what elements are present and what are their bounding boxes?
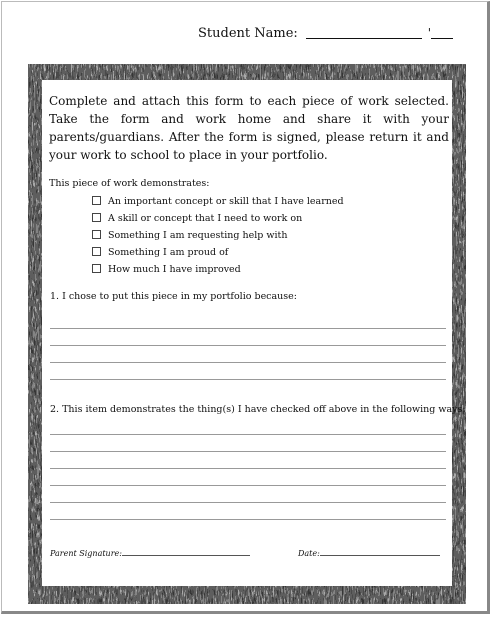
date-line[interactable] <box>320 548 440 556</box>
answer-line[interactable] <box>50 485 446 486</box>
student-name-blank[interactable] <box>306 28 422 39</box>
answer-line[interactable] <box>50 519 446 520</box>
option-item[interactable] <box>92 261 344 278</box>
parent-signature-label: Parent Signature: <box>50 549 122 558</box>
date-label: Date: <box>298 549 320 558</box>
option-item[interactable] <box>92 244 344 261</box>
option-label: An important concept or skill that I have learned <box>108 196 344 207</box>
checkbox-icon[interactable] <box>92 213 101 222</box>
option-item[interactable] <box>92 193 344 210</box>
parent-signature-field <box>50 548 250 558</box>
answer-line[interactable] <box>50 345 446 346</box>
option-item[interactable] <box>92 227 344 244</box>
student-name-header <box>198 26 453 41</box>
option-item[interactable] <box>92 210 344 227</box>
instructions-paragraph: Complete and attach this form to each piece of work selected. Take the form and work home and share it with your parents/guardians. After the form is signed, please return it and your work to school to place in your portfolio. <box>49 94 449 162</box>
checkbox-icon[interactable] <box>92 247 101 256</box>
checkbox-icon[interactable] <box>92 230 101 239</box>
question-2: 2. This item demonstrates the thing(s) I have checked off above in the following ways: <box>50 404 466 415</box>
question-1: 1. I chose to put this piece in my portfolio because: <box>50 291 297 302</box>
checkbox-icon[interactable] <box>92 264 101 273</box>
option-label: Something I am proud of <box>108 247 229 258</box>
demonstrates-title: This piece of work demonstrates: <box>49 178 210 189</box>
student-name-blank-short[interactable] <box>431 28 453 39</box>
student-name-label: Student Name: <box>198 26 298 41</box>
answer-line[interactable] <box>50 362 446 363</box>
parent-signature-line[interactable] <box>122 548 250 556</box>
option-label: How much I have improved <box>108 264 241 275</box>
answer-line[interactable] <box>50 502 446 503</box>
answer-line[interactable] <box>50 468 446 469</box>
answer-line[interactable] <box>50 328 446 329</box>
answer-line[interactable] <box>50 451 446 452</box>
answer-line[interactable] <box>50 379 446 380</box>
checkbox-icon[interactable] <box>92 196 101 205</box>
demonstrates-options <box>92 193 344 278</box>
header-tick: ' <box>427 26 432 40</box>
answer-line[interactable] <box>50 434 446 435</box>
option-label: Something I am requesting help with <box>108 230 288 241</box>
date-field <box>298 548 440 558</box>
option-label: A skill or concept that I need to work on <box>108 213 303 224</box>
